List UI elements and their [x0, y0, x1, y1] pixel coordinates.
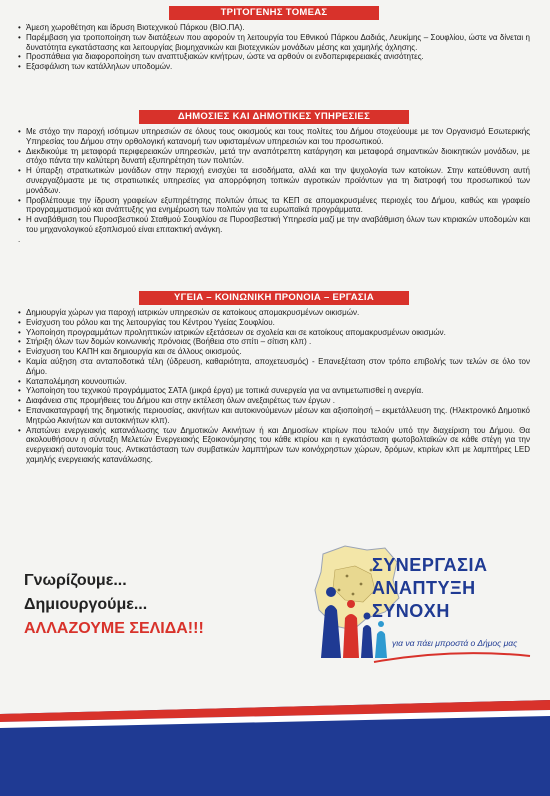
section-title: ΥΓΕΙΑ – ΚΟΙΝΩΝΙΚΗ ΠΡΟΝΟΙΑ – ΕΡΓΑΣΙΑ	[139, 291, 409, 305]
slogan-line-1: Γνωρίζουμε...	[24, 572, 127, 589]
list-item: • Υλοποίηση προγραμμάτων προληπτικών ιατρικών εξετάσεων σε σχολεία και σε κατοίκους απομακρυσμένων οικισμών.	[18, 328, 530, 338]
brand-line-3: ΣΥΝΟΧΗ	[372, 601, 450, 621]
list-item: • Καταπολέμηση κουνουπιών.	[18, 377, 530, 387]
list-item: • Επανακαταγραφή της δημοτικής περιουσίας, ακινήτων και αυτοκινούμενων μέσων και αξιοποίησή – εκμετάλλευση της. (Ηλεκτρονικό Δημοτικό Μητρώο Ακινήτων και αυτοκινήτων κλπ).	[18, 406, 530, 426]
list-item: • Με στόχο την παροχή ισότιμων υπηρεσιών σε όλους τους οικισμούς και τους πολίτες του Δήμου στοχεύουμε με τον Οργανισμό Εσωτερικής Υπηρεσίας του Δήμου στην ορθολογική κατανομή των υφισταμένων υπηρεσιών και του προσωπικού.	[18, 127, 530, 147]
brand-line-2: ΑΝΑΠΤΥΞΗ	[372, 578, 476, 598]
list-item: • Προβλέπουμε την ίδρυση γραφείων εξυπηρέτησης πολιτών όπως τα ΚΕΠ σε απομακρυσμένες περιοχές του Δήμου, καθώς και γραφείο προγραμματισμού και ανάπτυξης για ενημέρωση των πολιτών για τα ευρωπαϊκά προγράμματα.	[18, 196, 530, 216]
section-tertiary-sector	[18, 6, 530, 72]
slogan-line-2: Δημιουργούμε...	[24, 596, 148, 613]
stray-dot: .	[18, 234, 21, 244]
red-swoosh-icon	[372, 650, 532, 664]
list-item: • Υλοποίηση του τεχνικού προγράμματος ΣΑΤΑ (μικρά έργα) με τοπικά συνεργεία για να αντιμετωπισθεί η ανεργία.	[18, 386, 530, 396]
brand-tagline: για να πάει μπροστά ο Δήμος μας	[392, 638, 518, 648]
list-item: • Η αναβάθμιση του Πυροσβεστικού Σταθμού Σουφλίου σε Πυροσβεστική Υπηρεσία μαζί με την αναβάθμιση όλων των κτιριακών υποδομών και του μηχανολογικού εξοπλισμού είναι επιτακτική ανάγκη.	[18, 215, 530, 235]
section-title: ΔΗΜΟΣΙΕΣ ΚΑΙ ΔΗΜΟΤΙΚΕΣ ΥΠΗΡΕΣΙΕΣ	[139, 110, 409, 124]
bullet-list	[18, 308, 530, 465]
bullet-list	[18, 127, 530, 235]
list-item: • Καμία αύξηση στα ανταποδοτικά τέλη (ύδρευση, καθαριότητα, αποχετευσμός) - Επανεξέταση στον τρόπο επιβολής των τελών σε όλο τον Δήμο.	[18, 357, 530, 377]
brand-line-1: ΣΥΝΕΡΓΑΣΙΑ	[372, 555, 488, 575]
section-title: ΤΡΙΤΟΓΕΝΗΣ ΤΟΜΕΑΣ	[169, 6, 379, 20]
list-item: • Στήριξη όλων των δομών κοινωνικής πρόνοιας (Βοήθεια στο σπίτι – σίτιση κλπ) .	[18, 337, 530, 347]
list-item: • Διεκδικούμε τη μεταφορά περιφερειακών υπηρεσιών, μετά την αναπότρεπτη κατάργηση και μεταφορά σημαντικών διοικητικών μονάδων, με στόχο πάντα την καλύτερη δυνατή εξυπηρέτηση των πολιτών.	[18, 147, 530, 167]
section-health-welfare	[18, 291, 530, 465]
slogan-line-3: ΑΛΛΑΖΟΥΜΕ ΣΕΛΙΔΑ!!!	[24, 620, 204, 637]
list-item: • Ενίσχυση του ρόλου και της λειτουργίας του Κέντρου Υγείας Σουφλίου.	[18, 318, 530, 328]
list-item: • Απατώνει ενεργειακής κατανάλωσης των Δημοτικών Ακινήτων ή και Δημοσίων κτιρίων που τελούν υπό την διαχείριση του Δήμου. Θα ακολουθήσουν η σύνταξη Μελετών Ενεργειακής Εξοικονόμησης του κάθε κτιρίου και η εγκατάσταση φωτοβολταϊκών σε κάθε στέγη για την ενεργειακή αυτονομία τους. Αντικατάσταση των συμβατικών λαμπτήρων των κοινόχρηστων χώρων, δρόμων, κτιρίων κλπ με λαμπτήρες LED χαμηλής ενεργειακής κατανάλωσης.	[18, 426, 530, 465]
list-item: • Προσπάθεια για διαφοροποίηση των αναπτυξιακών κινήτρων, ώστε να αρθούν οι ενδοπεριφερειακές ανισότητες.	[18, 52, 530, 62]
list-item: • Εξασφάλιση των κατάλληλων υποδομών.	[18, 62, 530, 72]
list-item: • Ενίσχυση του ΚΑΠΗ και δημιουργία και σε άλλους οικισμούς.	[18, 347, 530, 357]
bullet-list	[18, 23, 530, 72]
bottom-stripes-decoration	[0, 700, 550, 796]
section-public-services	[18, 110, 530, 245]
list-item: • Δημιουργία χώρων για παροχή ιατρικών υπηρεσιών σε κατοίκους απομακρυσμένων οικισμών.	[18, 308, 530, 318]
list-item: • Η ύπαρξη στρατιωτικών μονάδων στην περιοχή ενισχύει τα εισοδήματα, αλλά και την ψυχολογία των κατοίκων. Στην κατεύθυνση αυτή συνεργαζόμαστε με τις στρατιωτικές υπηρεσίες για απορρόφηση τοπικών αγροτικών προϊόντων για τη διατροφή του προσωπικού των μονάδων.	[18, 166, 530, 195]
list-item: • Παρέμβαση για τροποποίηση των διατάξεων που αφορούν τη λειτουργία του Εθνικού Πάρκου Δαδιάς, Λευκίμης – Σουφλίου, ώστε να δίνεται η δυνατότητα εγκατάστασης και λειτουργίας βιομηχανικών και βιοτεχνικών μονάδων μέσης και χαμηλής όχλησης.	[18, 33, 530, 53]
list-item: • Άμεση χωροθέτηση και ίδρυση Βιοτεχνικού Πάρκου (ΒΙΟ.ΠΑ).	[18, 23, 530, 33]
list-item: • Διαφάνεια στις προμήθειες του Δήμου και στην εκτέλεση όλων ανεξαιρέτως των έργων .	[18, 396, 530, 406]
